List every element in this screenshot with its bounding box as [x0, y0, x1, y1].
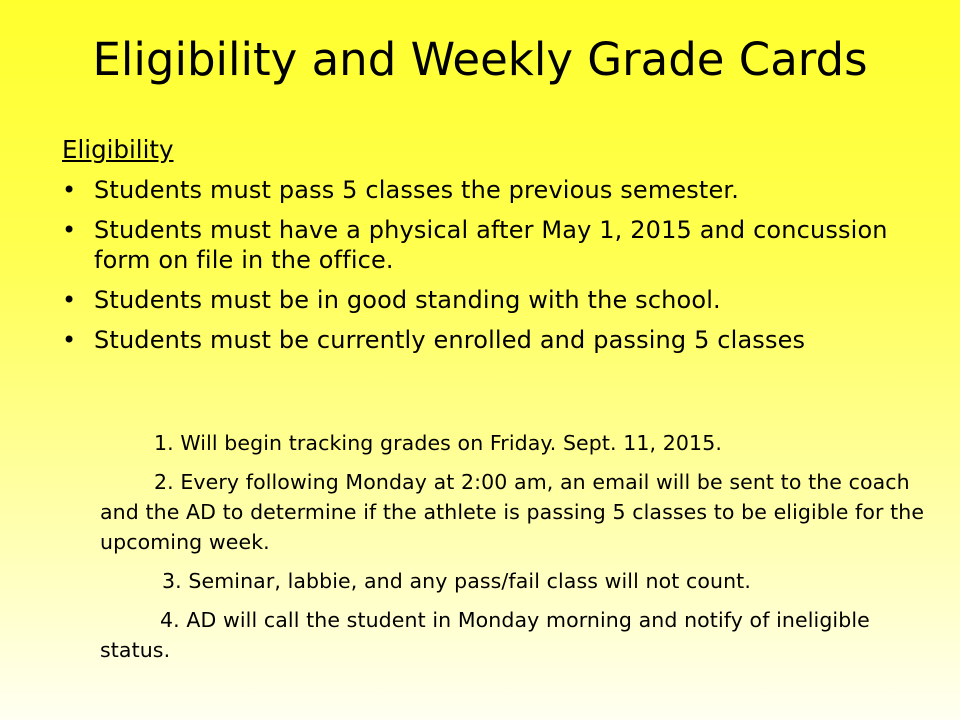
note-item: 3. Seminar, labbie, and any pass/fail class will not count.	[162, 569, 751, 593]
bullet-text: Students must have a physical after May 1, 2015 and concussion form on file in the office.	[94, 216, 888, 274]
numbered-notes	[100, 428, 940, 674]
note-item: 1. Will begin tracking grades on Friday. Sept. 11, 2015.	[154, 431, 722, 455]
bullet-item	[62, 215, 922, 275]
section-heading: Eligibility	[62, 135, 174, 164]
slide-title: Eligibility and Weekly Grade Cards	[92, 33, 868, 86]
bullet-item	[62, 175, 922, 205]
bullet-icon: •	[62, 286, 77, 314]
bullet-icon: •	[62, 176, 77, 204]
bullet-item	[62, 285, 922, 315]
note-item: 2. Every following Monday at 2:00 am, an email will be sent to the coach and the AD to determine if the athlete is passing 5 classes to be eligible for the upcoming week.	[100, 470, 925, 554]
bullet-item	[62, 325, 922, 355]
bullet-text: Students must be in good standing with the school.	[94, 286, 721, 314]
bullet-text: Students must pass 5 classes the previous semester.	[94, 176, 739, 204]
note-item: 4. AD will call the student in Monday morning and notify of ineligible status.	[100, 608, 870, 662]
bullet-list	[62, 175, 922, 365]
bullet-text: Students must be currently enrolled and passing 5 classes	[94, 326, 806, 354]
bullet-icon: •	[62, 216, 77, 244]
bullet-icon: •	[62, 326, 77, 354]
